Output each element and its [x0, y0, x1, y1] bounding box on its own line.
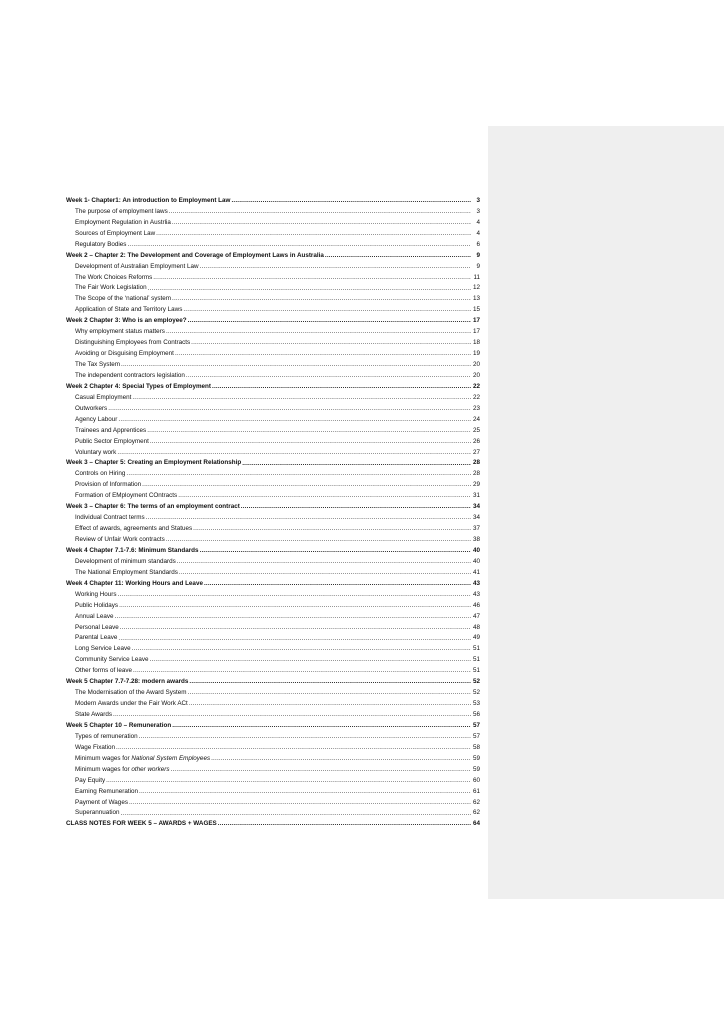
toc-dot-leader	[189, 677, 471, 688]
toc-entry-title: Week 3 – Chapter 6: The terms of an employment contract	[66, 503, 240, 511]
toc-dot-leader	[211, 754, 471, 765]
toc-dot-leader	[120, 809, 471, 820]
toc-heading-entry[interactable]	[66, 382, 480, 393]
toc-dot-leader	[108, 404, 471, 415]
toc-page-number: 28	[472, 459, 480, 467]
toc-heading-entry[interactable]	[66, 721, 480, 732]
toc-subentry[interactable]	[66, 612, 480, 623]
toc-page-number: 24	[472, 415, 480, 423]
toc-entry-title: Agency Labour	[75, 415, 118, 423]
toc-entry-title: Application of State and Territory Laws	[75, 306, 183, 314]
toc-subentry[interactable]	[66, 513, 480, 524]
toc-page-number: 15	[472, 306, 480, 314]
toc-entry-title: Week 2 Chapter 3: Who is an employee?	[66, 317, 187, 325]
toc-page-number: 59	[472, 754, 480, 762]
toc-dot-leader	[132, 644, 471, 655]
toc-entry-title: The purpose of employment laws	[75, 207, 168, 215]
toc-subentry[interactable]	[66, 557, 480, 568]
toc-entry-title: The Scope of the ‘national’ system	[75, 295, 172, 303]
toc-page-number: 34	[472, 503, 480, 511]
toc-entry-title: Provision of Information	[75, 481, 142, 489]
toc-page-number: 19	[472, 350, 480, 358]
toc-dot-leader	[153, 273, 471, 284]
toc-subentry[interactable]	[66, 404, 480, 415]
toc-dot-leader	[132, 393, 471, 404]
toc-subentry[interactable]	[66, 273, 480, 284]
toc-heading-entry[interactable]	[66, 819, 480, 830]
toc-dot-leader	[118, 415, 471, 426]
toc-subentry[interactable]	[66, 655, 480, 666]
toc-entry-title: Formation of EMployment COntracts	[75, 492, 178, 500]
toc-subentry[interactable]	[66, 218, 480, 229]
toc-dot-leader	[166, 535, 471, 546]
toc-entry-title: Week 1- Chapter1: An introduction to Employment Law	[66, 196, 231, 204]
toc-entry-title: Public Holidays	[75, 601, 119, 609]
toc-dot-leader	[200, 262, 471, 273]
toc-entry-title: Earning Remuneration	[75, 787, 139, 795]
toc-entry-title: Week 4 Chapter 11: Working Hours and Leave	[66, 579, 203, 587]
toc-dot-leader	[172, 721, 471, 732]
toc-page-number: 25	[472, 426, 480, 434]
toc-subentry[interactable]	[66, 666, 480, 677]
toc-subentry[interactable]	[66, 426, 480, 437]
toc-entry-title: Superannuation	[75, 809, 120, 817]
toc-dot-leader	[150, 655, 472, 666]
toc-subentry[interactable]	[66, 415, 480, 426]
toc-dot-leader	[189, 699, 471, 710]
toc-entry-title: Week 4 Chapter 7.1-7.6: Minimum Standards	[66, 546, 199, 554]
toc-page-number: 40	[472, 557, 480, 565]
toc-subentry[interactable]	[66, 568, 480, 579]
toc-entry-title: The Work Choices Reforms	[75, 273, 153, 281]
toc-page-number: 31	[472, 492, 480, 500]
toc-page-number: 22	[472, 382, 480, 390]
toc-dot-leader	[171, 765, 472, 776]
comment-margin-panel	[488, 126, 724, 899]
toc-dot-leader	[147, 426, 471, 437]
toc-dot-leader	[148, 284, 471, 295]
toc-subentry[interactable]	[66, 754, 480, 765]
toc-page-number: 52	[472, 689, 480, 697]
toc-page-number: 6	[476, 240, 480, 248]
toc-dot-leader	[139, 787, 471, 798]
toc-page-number: 56	[472, 711, 480, 719]
toc-subentry[interactable]	[66, 776, 480, 787]
toc-entry-title: State Awards	[75, 711, 112, 719]
toc-heading-entry[interactable]	[66, 546, 480, 557]
toc-entry-title: Distinguishing Employees from Contracts	[75, 339, 191, 347]
toc-subentry[interactable]	[66, 349, 480, 360]
toc-subentry[interactable]	[66, 765, 480, 776]
toc-page-number: 61	[472, 787, 480, 795]
toc-dot-leader	[179, 568, 471, 579]
toc-page-number: 57	[472, 732, 480, 740]
toc-page-number: 59	[472, 765, 480, 773]
toc-dot-leader	[172, 218, 471, 229]
toc-page-number: 20	[472, 371, 480, 379]
toc-entry-title: The Fair Work Legislation	[75, 284, 147, 292]
toc-entry-title: Types of remuneration	[75, 732, 138, 740]
toc-subentry[interactable]	[66, 437, 480, 448]
toc-entry-title: Modern Awards under the Fair Work ACt	[75, 700, 188, 708]
toc-entry-title: Development of minimum standards	[75, 557, 176, 565]
toc-subentry[interactable]	[66, 240, 480, 251]
toc-entry-title: Payment of Wages	[75, 798, 128, 806]
toc-entry-title: Review of Unfair Work contracts	[75, 536, 165, 544]
toc-subentry[interactable]	[66, 524, 480, 535]
toc-page-number: 12	[472, 284, 480, 292]
toc-subentry[interactable]	[66, 262, 480, 273]
toc-heading-entry[interactable]	[66, 196, 480, 207]
toc-page-number: 43	[472, 590, 480, 598]
toc-heading-entry[interactable]	[66, 579, 480, 590]
toc-dot-leader	[188, 316, 471, 327]
toc-entry-title: Outworkers	[75, 404, 108, 412]
toc-entry-title: Community Service Leave	[75, 656, 149, 664]
toc-page-number: 13	[472, 295, 480, 303]
toc-entry-title: The Tax System	[75, 361, 121, 369]
toc-dot-leader	[121, 360, 471, 371]
toc-dot-leader	[156, 229, 471, 240]
toc-dot-leader	[118, 634, 471, 645]
toc-dot-leader	[117, 448, 471, 459]
toc-heading-entry[interactable]	[66, 459, 480, 470]
toc-subentry[interactable]	[66, 371, 480, 382]
toc-page-number: 9	[476, 251, 480, 259]
toc-page-number: 3	[476, 196, 480, 204]
toc-page-number: 49	[472, 634, 480, 642]
toc-page-number: 26	[472, 437, 480, 445]
toc-entry-title: Other forms of leave	[75, 667, 133, 675]
toc-page-number: 17	[472, 317, 480, 325]
toc-entry-title: Week 5 Chapter 10 – Remuneration	[66, 721, 172, 729]
toc-dot-leader	[146, 513, 471, 524]
toc-dot-leader	[204, 579, 471, 590]
toc-subentry[interactable]	[66, 305, 480, 316]
toc-entry-title: Working Hours	[75, 590, 117, 598]
toc-subentry[interactable]	[66, 634, 480, 645]
toc-page-number: 47	[472, 612, 480, 620]
toc-subentry[interactable]	[66, 710, 480, 721]
toc-entry-title: Trainees and Apprentices	[75, 426, 147, 434]
toc-dot-leader	[325, 251, 471, 262]
toc-heading-entry[interactable]	[66, 502, 480, 513]
toc-page-number: 20	[472, 361, 480, 369]
toc-dot-leader	[200, 546, 471, 557]
toc-dot-leader	[139, 732, 471, 743]
toc-dot-leader	[142, 480, 471, 491]
toc-entry-title: Wage Fixation	[75, 743, 116, 751]
toc-subentry[interactable]	[66, 535, 480, 546]
toc-entry-title: Voluntary work	[75, 448, 117, 456]
toc-entry-title: Regulatory Bodies	[75, 240, 127, 248]
toc-dot-leader	[186, 371, 471, 382]
toc-subentry[interactable]	[66, 787, 480, 798]
toc-heading-entry[interactable]	[66, 251, 480, 262]
toc-entry-title: Personal Leave	[75, 623, 119, 631]
toc-entry-title: Week 2 Chapter 4: Special Types of Employment	[66, 382, 211, 390]
toc-page-number: 38	[472, 536, 480, 544]
toc-entry-title: Employment Regulation in Austrlia	[75, 218, 171, 226]
toc-entry-title: Casual Employment	[75, 393, 132, 401]
toc-dot-leader	[193, 524, 471, 535]
toc-page-number: 51	[472, 645, 480, 653]
toc-subentry[interactable]	[66, 338, 480, 349]
toc-heading-entry[interactable]	[66, 316, 480, 327]
toc-dot-leader	[172, 294, 471, 305]
toc-heading-entry[interactable]	[66, 677, 480, 688]
toc-dot-leader	[178, 491, 471, 502]
toc-dot-leader	[129, 798, 471, 809]
toc-page-number: 4	[476, 229, 480, 237]
toc-entry-title: Public Sector Employment	[75, 437, 149, 445]
toc-dot-leader	[115, 612, 471, 623]
toc-entry-title: Sources of Employment Law	[75, 229, 156, 237]
toc-page-number: 4	[476, 218, 480, 226]
toc-page-number: 11	[473, 273, 480, 281]
toc-page-number: 18	[472, 339, 480, 347]
toc-entry-title: Development of Australian Employment Law	[75, 262, 199, 270]
toc-subentry[interactable]	[66, 480, 480, 491]
toc-subentry[interactable]	[66, 207, 480, 218]
toc-entry-title: The National Employment Standards	[75, 568, 178, 576]
toc-page-number: 28	[472, 470, 480, 478]
toc-dot-leader	[191, 338, 471, 349]
toc-subentry[interactable]	[66, 360, 480, 371]
toc-dot-leader	[133, 666, 471, 677]
toc-page-number: 40	[472, 546, 480, 554]
toc-entry-title: Why employment status matters	[75, 328, 165, 336]
toc-page-number: 58	[472, 743, 480, 751]
toc-dot-leader	[169, 207, 471, 218]
toc-subentry[interactable]	[66, 294, 480, 305]
toc-page-number: 17	[472, 328, 480, 336]
toc-page-number: 62	[472, 809, 480, 817]
toc-subentry[interactable]	[66, 284, 480, 295]
toc-page-number: 46	[472, 601, 480, 609]
toc-entry-title: Parental Leave	[75, 634, 118, 642]
toc-entry-title: Long Service Leave	[75, 645, 131, 653]
toc-subentry[interactable]	[66, 469, 480, 480]
toc-page-number: 43	[472, 579, 480, 587]
toc-entry-title: Week 3 – Chapter 5: Creating an Employment Relationship	[66, 459, 242, 467]
toc-entry-title: The Modernisation of the Award System	[75, 689, 187, 697]
toc-dot-leader	[212, 382, 471, 393]
toc-page-number: 29	[472, 481, 480, 489]
toc-subentry[interactable]	[66, 393, 480, 404]
toc-dot-leader	[126, 469, 471, 480]
toc-dot-leader	[113, 710, 471, 721]
toc-page-number: 51	[472, 656, 480, 664]
toc-entry-title: Week 5 Chapter 7.7-7.28: modern awards	[66, 678, 189, 686]
toc-dot-leader	[120, 623, 471, 634]
toc-subentry[interactable]	[66, 448, 480, 459]
toc-subentry[interactable]	[66, 809, 480, 820]
toc-dot-leader	[106, 776, 471, 787]
toc-entry-title: Avoiding or Disguising Employment	[75, 350, 174, 358]
toc-entry-title: Pay Equity	[75, 776, 106, 784]
table-of-contents	[66, 196, 480, 830]
toc-entry-title: Individual Contract terms	[75, 514, 145, 522]
toc-dot-leader	[188, 688, 471, 699]
toc-entry-title: Annual Leave	[75, 612, 114, 620]
toc-page-number: 27	[472, 448, 480, 456]
toc-dot-leader	[177, 557, 471, 568]
toc-entry-title: Minimum wages for National System Employees	[75, 754, 211, 762]
toc-subentry[interactable]	[66, 798, 480, 809]
toc-entry-title: Week 2 – Chapter 2: The Development and Coverage of Employment Laws in Australia	[66, 251, 324, 259]
toc-dot-leader	[241, 502, 471, 513]
toc-subentry[interactable]	[66, 623, 480, 634]
toc-page-number: 37	[472, 525, 480, 533]
toc-entry-title: Controls on Hiring	[75, 470, 126, 478]
toc-dot-leader	[166, 327, 471, 338]
toc-page-number: 9	[476, 262, 480, 270]
toc-dot-leader	[175, 349, 471, 360]
toc-page-number: 3	[476, 207, 480, 215]
toc-page-number: 53	[472, 700, 480, 708]
toc-dot-leader	[242, 459, 471, 470]
toc-subentry[interactable]	[66, 327, 480, 338]
toc-page-number: 51	[472, 667, 480, 675]
toc-page-number: 34	[472, 514, 480, 522]
toc-dot-leader	[127, 240, 471, 251]
toc-dot-leader	[118, 590, 471, 601]
toc-page-number: 60	[472, 776, 480, 784]
toc-page-number: 48	[472, 623, 480, 631]
toc-page-number: 22	[472, 393, 480, 401]
toc-subentry[interactable]	[66, 590, 480, 601]
toc-dot-leader	[231, 196, 471, 207]
toc-page-number: 23	[472, 404, 480, 412]
toc-page-number: 41	[472, 568, 480, 576]
toc-page-number: 52	[472, 678, 480, 686]
toc-subentry[interactable]	[66, 743, 480, 754]
toc-entry-title: The independent contractors legislation	[75, 371, 185, 379]
toc-subentry[interactable]	[66, 644, 480, 655]
toc-page-number: 62	[472, 798, 480, 806]
toc-subentry[interactable]	[66, 688, 480, 699]
toc-subentry[interactable]	[66, 732, 480, 743]
toc-dot-leader	[119, 601, 471, 612]
toc-dot-leader	[116, 743, 471, 754]
toc-page-number: 64	[472, 820, 480, 828]
toc-dot-leader	[150, 437, 471, 448]
toc-subentry[interactable]	[66, 699, 480, 710]
toc-entry-title: Minimum wages for other workers	[75, 765, 170, 773]
toc-subentry[interactable]	[66, 491, 480, 502]
toc-dot-leader	[183, 305, 471, 316]
toc-page-number: 57	[472, 721, 480, 729]
toc-dot-leader	[218, 819, 471, 830]
toc-subentry[interactable]	[66, 601, 480, 612]
toc-entry-title: Effect of awards, agreements and Statues	[75, 525, 193, 533]
toc-subentry[interactable]	[66, 229, 480, 240]
toc-entry-title: CLASS NOTES FOR WEEK 5 – AWARDS + WAGES	[66, 820, 217, 828]
